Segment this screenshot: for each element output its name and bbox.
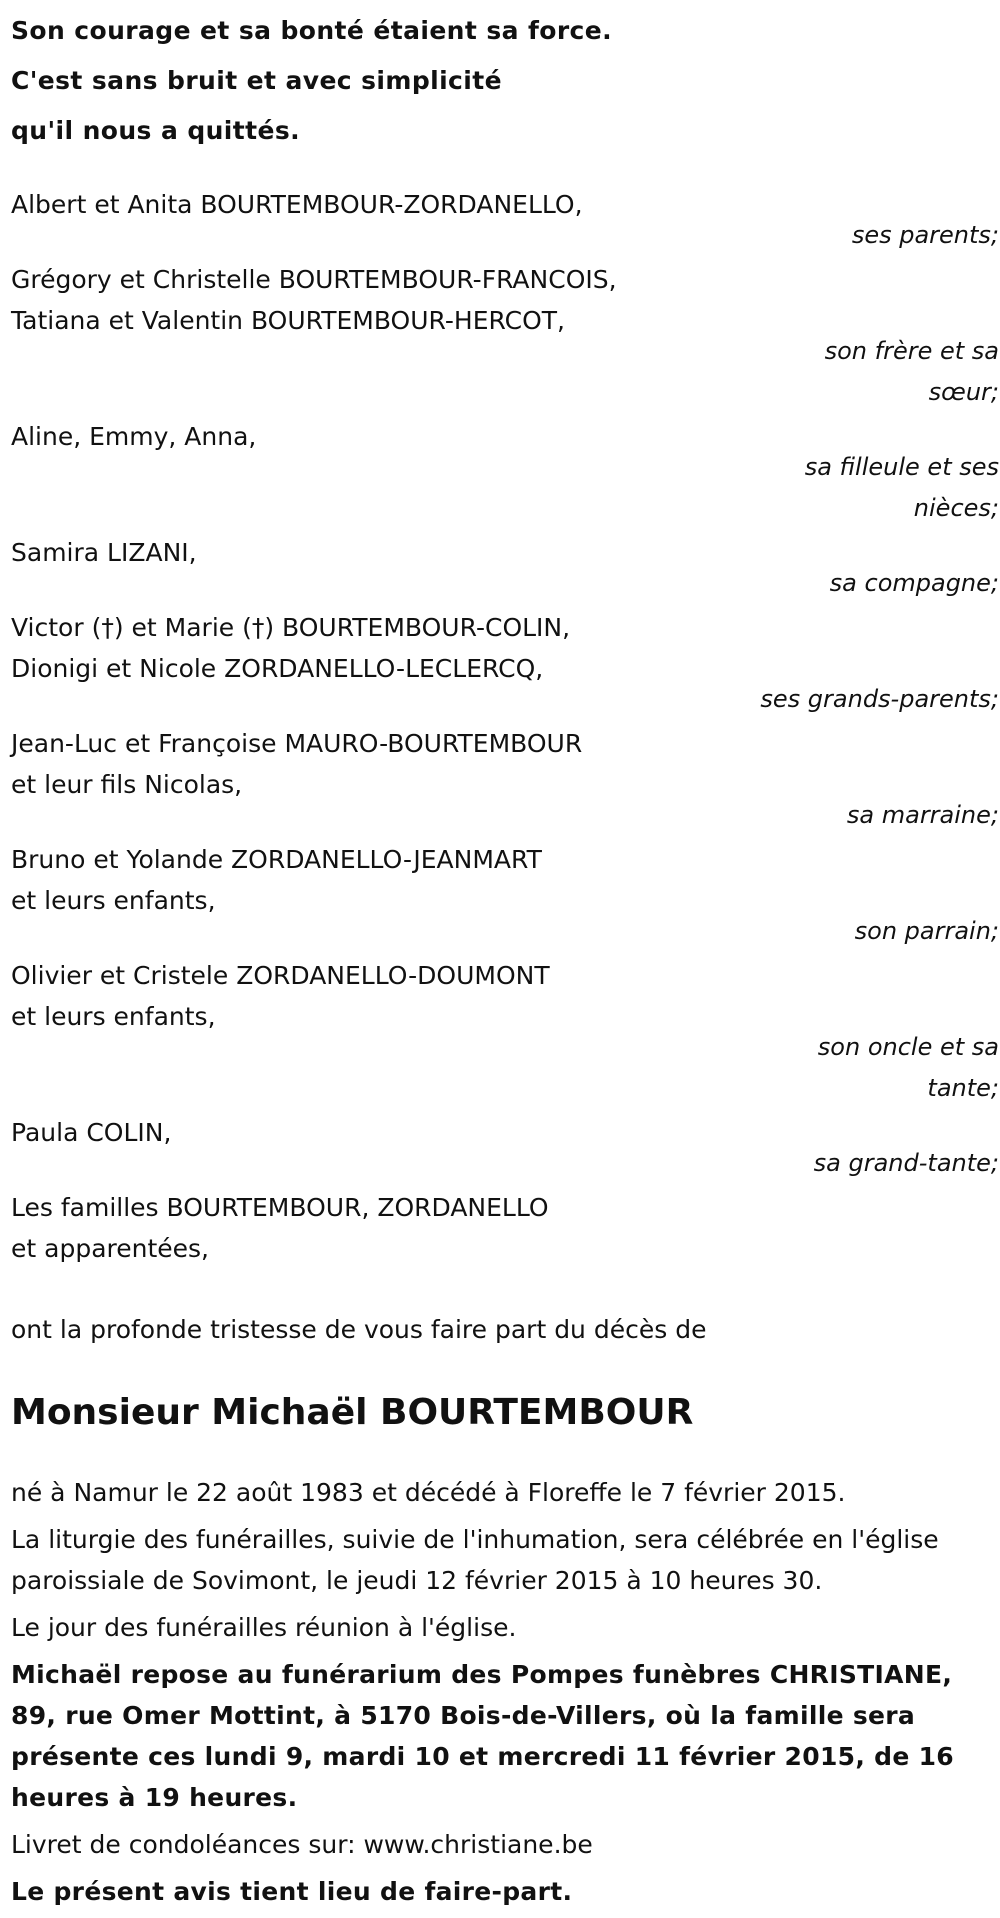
intro-line: C'est sans bruit et avec simplicité — [11, 66, 502, 95]
family-name-line: et leur fils Nicolas, — [11, 770, 243, 799]
family-entry — [11, 259, 999, 413]
notice-text: Le présent avis tient lieu de faire-part. — [11, 1877, 573, 1906]
family-relation — [759, 215, 999, 256]
family-entry — [11, 607, 999, 720]
relation-line: ses grands-parents; — [760, 685, 999, 713]
relation-line: sa filleule et ses — [804, 453, 999, 481]
intro-line: qu'il nous a quittés. — [11, 116, 301, 145]
family-name-line: Albert et Anita BOURTEMBOUR-ZORDANELLO, — [11, 190, 583, 219]
relation-line: son oncle et sa — [817, 1033, 999, 1061]
family-name-line: Dionigi et Nicole ZORDANELLO-LECLERCQ, — [11, 654, 544, 683]
relation-line: nièces; — [913, 494, 999, 522]
family-name-line: Grégory et Christelle BOURTEMBOUR-FRANCOIS, — [11, 265, 617, 294]
family-name-line: Aline, Emmy, Anna, — [11, 422, 257, 451]
funeral-details — [11, 1472, 991, 1912]
family-names — [11, 259, 991, 341]
relation-line: sa compagne; — [829, 569, 999, 597]
funeral-home-text: Michaël repose au funérarium des Pompes funèbres CHRISTIANE, 89, rue Omer Mottint, à 5170 Bois-de-Villers, où la famille sera présente ces lundi 9, mardi 10 et mercredi 11 février 2015, de 16 heures à 19 heures. — [11, 1660, 954, 1812]
obituary-notice — [11, 0, 999, 1918]
family-relation — [759, 795, 999, 836]
intro-line: Son courage et sa bonté étaient sa force. — [11, 16, 613, 45]
family-name-line: et apparentées, — [11, 1234, 209, 1263]
deceased-name: Monsieur Michaël BOURTEMBOUR — [11, 1392, 694, 1433]
family-names — [11, 607, 991, 689]
family-relation — [759, 447, 999, 529]
family-names — [11, 723, 991, 805]
family-relation — [759, 1027, 999, 1109]
family-names — [11, 839, 991, 921]
family-name-line: Paula COLIN, — [11, 1118, 172, 1147]
family-entry — [11, 532, 999, 604]
family-relation — [759, 563, 999, 604]
family-entry — [11, 184, 999, 256]
family-entry — [11, 1187, 991, 1269]
family-name-line: Olivier et Cristele ZORDANELLO-DOUMONT — [11, 961, 550, 990]
family-relation — [759, 1143, 999, 1184]
relation-line: son frère et sa — [824, 337, 999, 365]
relation-line: sa marraine; — [846, 801, 999, 829]
family-name-line: Bruno et Yolande ZORDANELLO-JEANMART — [11, 845, 542, 874]
family-names — [11, 955, 991, 1037]
announcement-text: ont la profonde tristesse de vous faire part du décès de — [11, 1315, 707, 1344]
family-entry — [11, 955, 999, 1109]
birth-death-text: né à Namur le 22 août 1983 et décédé à Floreffe le 7 février 2015. — [11, 1478, 846, 1507]
liturgy-text: La liturgie des funérailles, suivie de l'inhumation, sera célébrée en l'église paroissiale de Sovimont, le jeudi 12 février 2015 à 10 heures 30. — [11, 1525, 939, 1595]
relation-line: son parrain; — [854, 917, 999, 945]
family-relation — [759, 331, 999, 413]
relation-line: sa grand-tante; — [813, 1149, 999, 1177]
relation-line: tante; — [927, 1074, 999, 1102]
family-name-line: et leurs enfants, — [11, 886, 216, 915]
family-relation — [759, 679, 999, 720]
family-name-line: Les familles BOURTEMBOUR, ZORDANELLO — [11, 1193, 549, 1222]
relation-line: ses parents; — [851, 221, 999, 249]
family-relation — [759, 911, 999, 952]
family-entry — [11, 416, 999, 529]
gathering-text: Le jour des funérailles réunion à l'église. — [11, 1613, 517, 1642]
family-entry — [11, 1112, 999, 1184]
family-name-line: Samira LIZANI, — [11, 538, 197, 567]
family-name-line: et leurs enfants, — [11, 1002, 216, 1031]
condolences-text: Livret de condoléances sur: www.christiane.be — [11, 1830, 593, 1859]
family-names — [11, 1187, 991, 1269]
relation-line: sœur; — [928, 378, 999, 406]
family-name-line: Tatiana et Valentin BOURTEMBOUR-HERCOT, — [11, 306, 565, 335]
family-name-line: Victor (†) et Marie (†) BOURTEMBOUR-COLIN, — [11, 613, 571, 642]
family-list — [11, 184, 999, 1269]
family-name-line: Jean-Luc et Françoise MAURO-BOURTEMBOUR — [11, 729, 583, 758]
family-entry — [11, 723, 999, 836]
family-entry — [11, 839, 999, 952]
intro-quote — [11, 6, 991, 156]
